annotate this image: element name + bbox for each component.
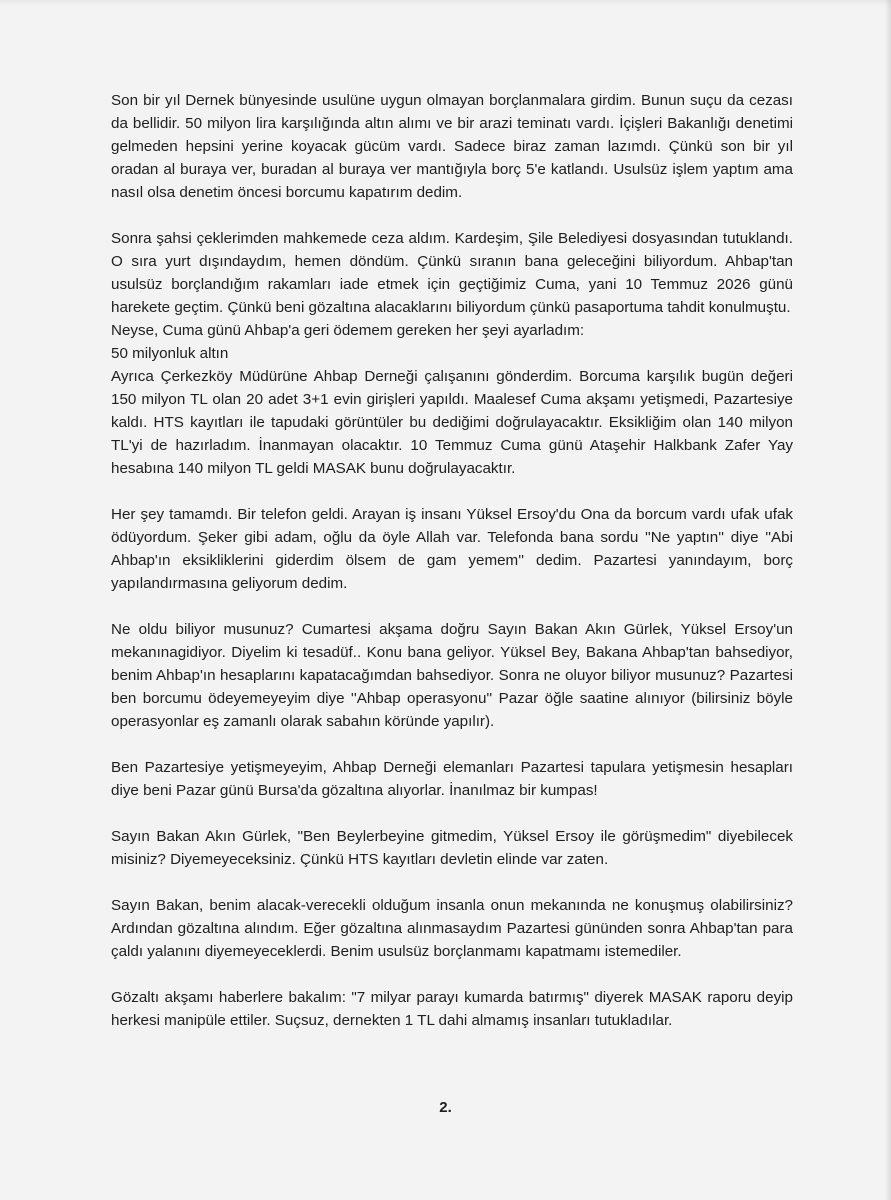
paragraph-phone-call: Her şey tamamdı. Bir telefon geldi. Arayan iş insanı Yüksel Ersoy'du Ona da borcum vardı ufak ufak ödüyordum. Şeker gibi adam, oğlu da öyle Allah var. Telefonda bana sordu ''Ne yaptın'' diye ''Abi Ahbap'ın eksikliklerini giderdim ölsem de gam yemem'' dedim. Pazartesi yanındayım, borç yapılandırmasına geliyorum dedim. <box>111 506 793 592</box>
page-edge-shadow <box>885 0 891 1200</box>
paragraph-borrowing: Son bir yıl Dernek bünyesinde usulüne uygun olmayan borçlanmalara girdim. Bunun suçu da cezası da bellidir. 50 milyon lira karşılığında altın alımı ve bir arazi teminatı vardı. İçişleri Bakanlığı denetimi gelmeden hepsini yerine koyacak gücüm vardı. Sadece biraz zaman lazımdı. Çünkü son bir yıl oradan al buraya ver, buradan al buraya ver mantığıyla borç 5'e katlandı. Usulsüz işlem yaptım ama nasıl olsa denetim öncesi borcumu kapatırım dedim. <box>111 92 793 201</box>
paragraph-gold: 50 milyonluk altın <box>111 345 229 362</box>
paragraph-penalty: Sonra şahsi çeklerimden mahkemede ceza aldım. Kardeşim, Şile Belediyesi dosyasından tutuklandı. O sıra yurt dışındaydım, hemen döndüm. Çünkü sıranın bana geleceğini biliyordum. Ahbap'tan usulsüz borçlandığım rakamları iade etmek için geçtiğimiz Cuma, yani 10 Temmuz 2026 günü harekete geçtim. Çünkü beni gözaltına alacaklarını biliyordum çünkü pasaportuma tahdit konulmuştu. <box>111 230 793 316</box>
paragraph-minister-visit: Ne oldu biliyor musunuz? Cumartesi akşama doğru Sayın Bakan Akın Gürlek, Yüksel Ersoy'un mekanınagidiyor. Diyelim ki tesadüf.. Konu bana geliyor. Yüksel Bey, Bakana Ahbap'tan bahsediyor, benim Ahbap'ın hesaplarını kapatacağımdan bahsediyor. Sonra ne oluyor biliyor musunuz? Pazartesi ben borcumu ödeyemeyeyim diye ''Ahbap operasyonu'' Pazar öğle saatine alınıyor (bilirsiniz böyle operasyonlar eş zamanlı olarak sabahın köründe yapılır). <box>111 621 793 730</box>
paragraph-payment-arranged: Neyse, Cuma günü Ahbap'a geri ödemem gereken her şeyi ayarladım: <box>111 322 585 339</box>
document-body <box>111 89 793 1055</box>
page-number: 2. <box>439 1099 452 1116</box>
paragraph-houses: Ayrıca Çerkezköy Müdürüne Ahbap Derneği çalışanını gönderdim. Borcuma karşılık bugün değeri 150 milyon TL olan 20 adet 3+1 evin girişleri yapıldı. Maalesef Cuma akşamı yetişmedi, Pazartesiye kaldı. HTS kayıtları ile tapudaki görüntüler bu dediğimi doğrulayacaktır. Eksikliğim olan 140 milyon TL'yi de hazırladım. İnanmayan olacaktır. 10 Temmuz Cuma günü Ataşehir Halkbank Zafer Yay hesabına 140 milyon TL geldi MASAK bunu doğrulayacaktır. <box>111 368 793 477</box>
page-top-shadow <box>0 0 891 6</box>
paragraph-detention: Ben Pazartesiye yetişmeyeyim, Ahbap Derneği elemanları Pazartesi tapulara yetişmesin hesapları diye beni Pazar günü Bursa'da gözaltına alıyorlar. İnanılmaz bir kumpas! <box>111 759 793 799</box>
paragraph-news-night: Gözaltı akşamı haberlere bakalım: "7 milyar parayı kumarda batırmış" diyerek MASAK raporu deyip herkesi manipüle ettiler. Suçsuz, dernekten 1 TL dahi almamış insanları tutukladılar. <box>111 989 793 1029</box>
paragraph-what-discussed: Sayın Bakan, benim alacak-verecekli olduğum insanla onun mekanında ne konuşmuş olabilirsiniz? Ardından gözaltına alındım. Eğer gözaltına alınmasaydım Pazartesi gününden sonra Ahbap'tan para çaldı yalanını diyemeyeceklerdi. Benim usulsüz borçlanmamı kapatmamı istemediler. <box>111 897 793 960</box>
paragraph-question-minister: Sayın Bakan Akın Gürlek, "Ben Beylerbeyine gitmedim, Yüksel Ersoy ile görüşmedim" diyebilecek misiniz? Diyemeyeceksiniz. Çünkü HTS kayıtları devletin elinde var zaten. <box>111 828 793 868</box>
